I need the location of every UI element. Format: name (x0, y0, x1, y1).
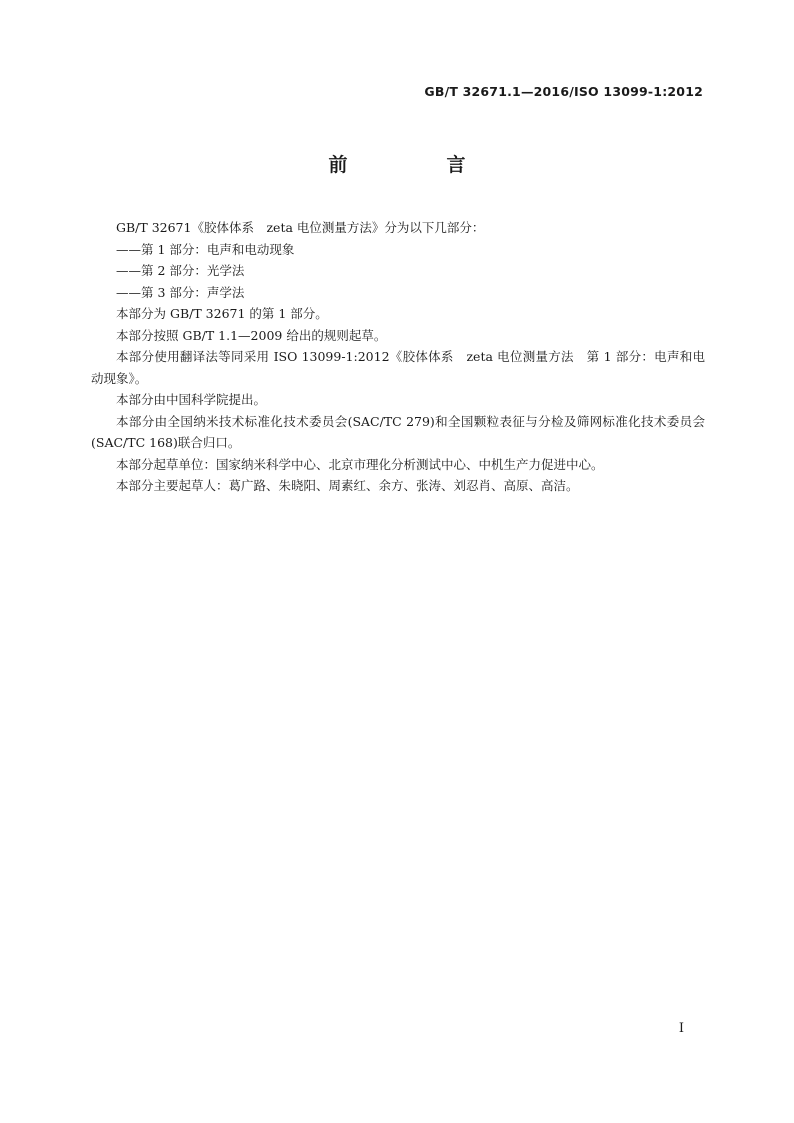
list-item-part-2: ——第 2 部分：光学法 (116, 263, 245, 278)
paragraph-proposer: 本部分由中国科学院提出。 (116, 392, 267, 407)
paragraph-part-statement: 本部分为 GB/T 32671 的第 1 部分。 (116, 306, 328, 321)
paragraph-drafting-rules: 本部分按照 GB/T 1.1—2009 给出的规则起草。 (116, 327, 387, 343)
paragraph-committee: 本部分由全国纳米技术标准化技术委员会(SAC/TC 279)和全国颗粒表征与分检及筛网标准化技术委员会(SAC/TC 168)联合归口。 (91, 413, 705, 450)
paragraph-intro: GB/T 32671《胶体体系 zeta 电位测量方法》分为以下几部分： (116, 220, 485, 235)
section-title: 前 言 (328, 154, 506, 176)
paragraph-drafters: 本部分主要起草人：葛广路、朱晓阳、周素红、余方、张涛、刘忍肖、高原、高洁。 (116, 478, 579, 493)
page-number: I (678, 1021, 684, 1036)
paragraph-adoption: 本部分使用翻译法等同采用 ISO 13099-1:2012《胶体体系 zeta 电位测量方法 第 1 部分：电声和电动现象》。 (91, 349, 705, 386)
standard-code-header: GB/T 32671.1—2016/ISO 13099-1:2012 (424, 84, 703, 99)
foreword-body (91, 217, 705, 497)
paragraph-drafting-units: 本部分起草单位：国家纳米科学中心、北京市理化分析测试中心、中机生产力促进中心。 (116, 456, 604, 472)
list-item-part-3: ——第 3 部分：声学法 (116, 284, 245, 300)
list-item-part-1: ——第 1 部分：电声和电动现象 (116, 241, 295, 257)
